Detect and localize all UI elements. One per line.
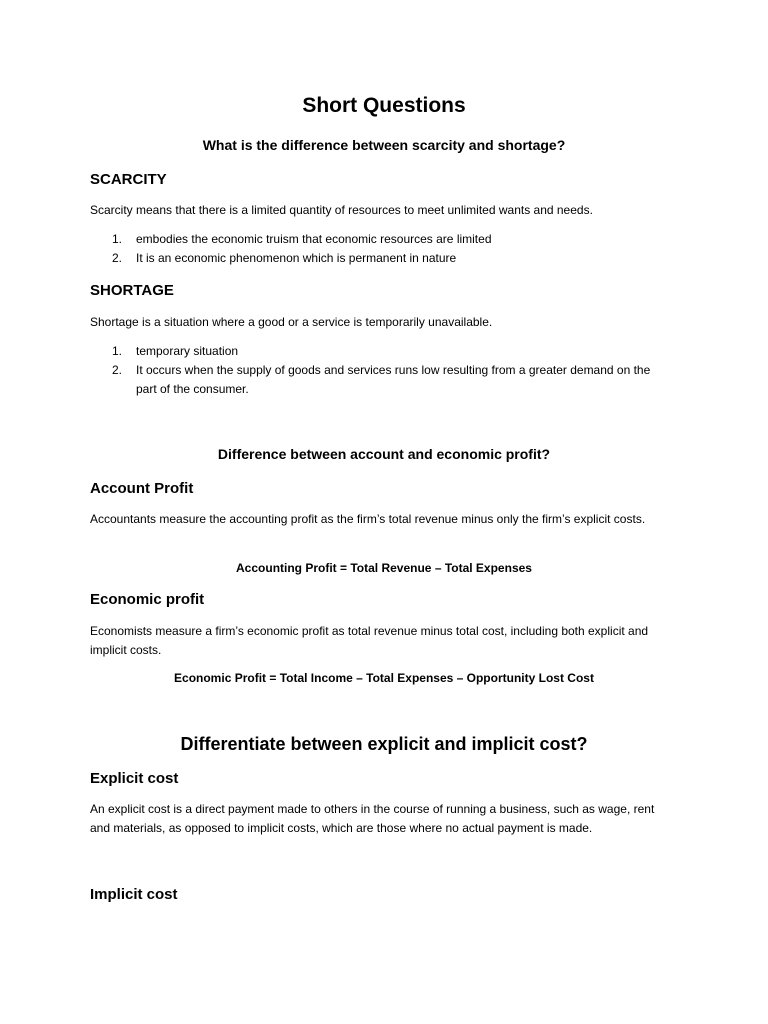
list-item: 1. temporary situation bbox=[112, 344, 239, 358]
economic-profit-definition: Economists measure a firm’s economic profit as total revenue minus total cost, including both explicit and implicit costs. bbox=[90, 624, 649, 657]
list-item: 2. It occurs when the supply of goods and services runs low resulting from a greater demand on the part of the consumer. bbox=[112, 363, 651, 396]
page-title: Short Questions bbox=[302, 94, 466, 117]
list-item: 1. embodies the economic truism that economic resources are limited bbox=[112, 232, 492, 246]
heading-explicit-cost: Explicit cost bbox=[90, 770, 179, 787]
scarcity-points bbox=[90, 230, 670, 268]
heading-account-profit: Account Profit bbox=[90, 480, 194, 497]
shortage-definition: Shortage is a situation where a good or a service is temporarily unavailable. bbox=[90, 315, 493, 329]
list-item: 2. It is an economic phenomenon which is permanent in nature bbox=[112, 251, 457, 265]
accounting-profit-formula: Accounting Profit = Total Revenue – Total Expenses bbox=[236, 561, 532, 575]
explicit-cost-definition: An explicit cost is a direct payment made to others in the course of running a business, such as wage, rent and materials, as opposed to implicit costs, which are those where no actual payment is made. bbox=[90, 802, 655, 835]
heading-scarcity: SCARCITY bbox=[90, 171, 167, 188]
heading-implicit-cost: Implicit cost bbox=[90, 886, 178, 903]
shortage-points bbox=[90, 342, 670, 399]
scarcity-definition: Scarcity means that there is a limited quantity of resources to meet unlimited wants and needs. bbox=[90, 203, 593, 217]
heading-economic-profit: Economic profit bbox=[90, 591, 205, 608]
question-account-vs-economic-profit: Difference between account and economic profit? bbox=[217, 446, 551, 462]
economic-profit-formula: Economic Profit = Total Income – Total Expenses – Opportunity Lost Cost bbox=[174, 671, 594, 685]
heading-shortage: SHORTAGE bbox=[90, 282, 174, 299]
account-profit-definition: Accountants measure the accounting profit as the firm’s total revenue minus only the firm’s explicit costs. bbox=[90, 512, 646, 526]
question-scarcity-vs-shortage: What is the difference between scarcity and shortage? bbox=[202, 137, 566, 153]
question-explicit-vs-implicit-cost: Differentiate between explicit and implicit cost? bbox=[180, 734, 588, 754]
